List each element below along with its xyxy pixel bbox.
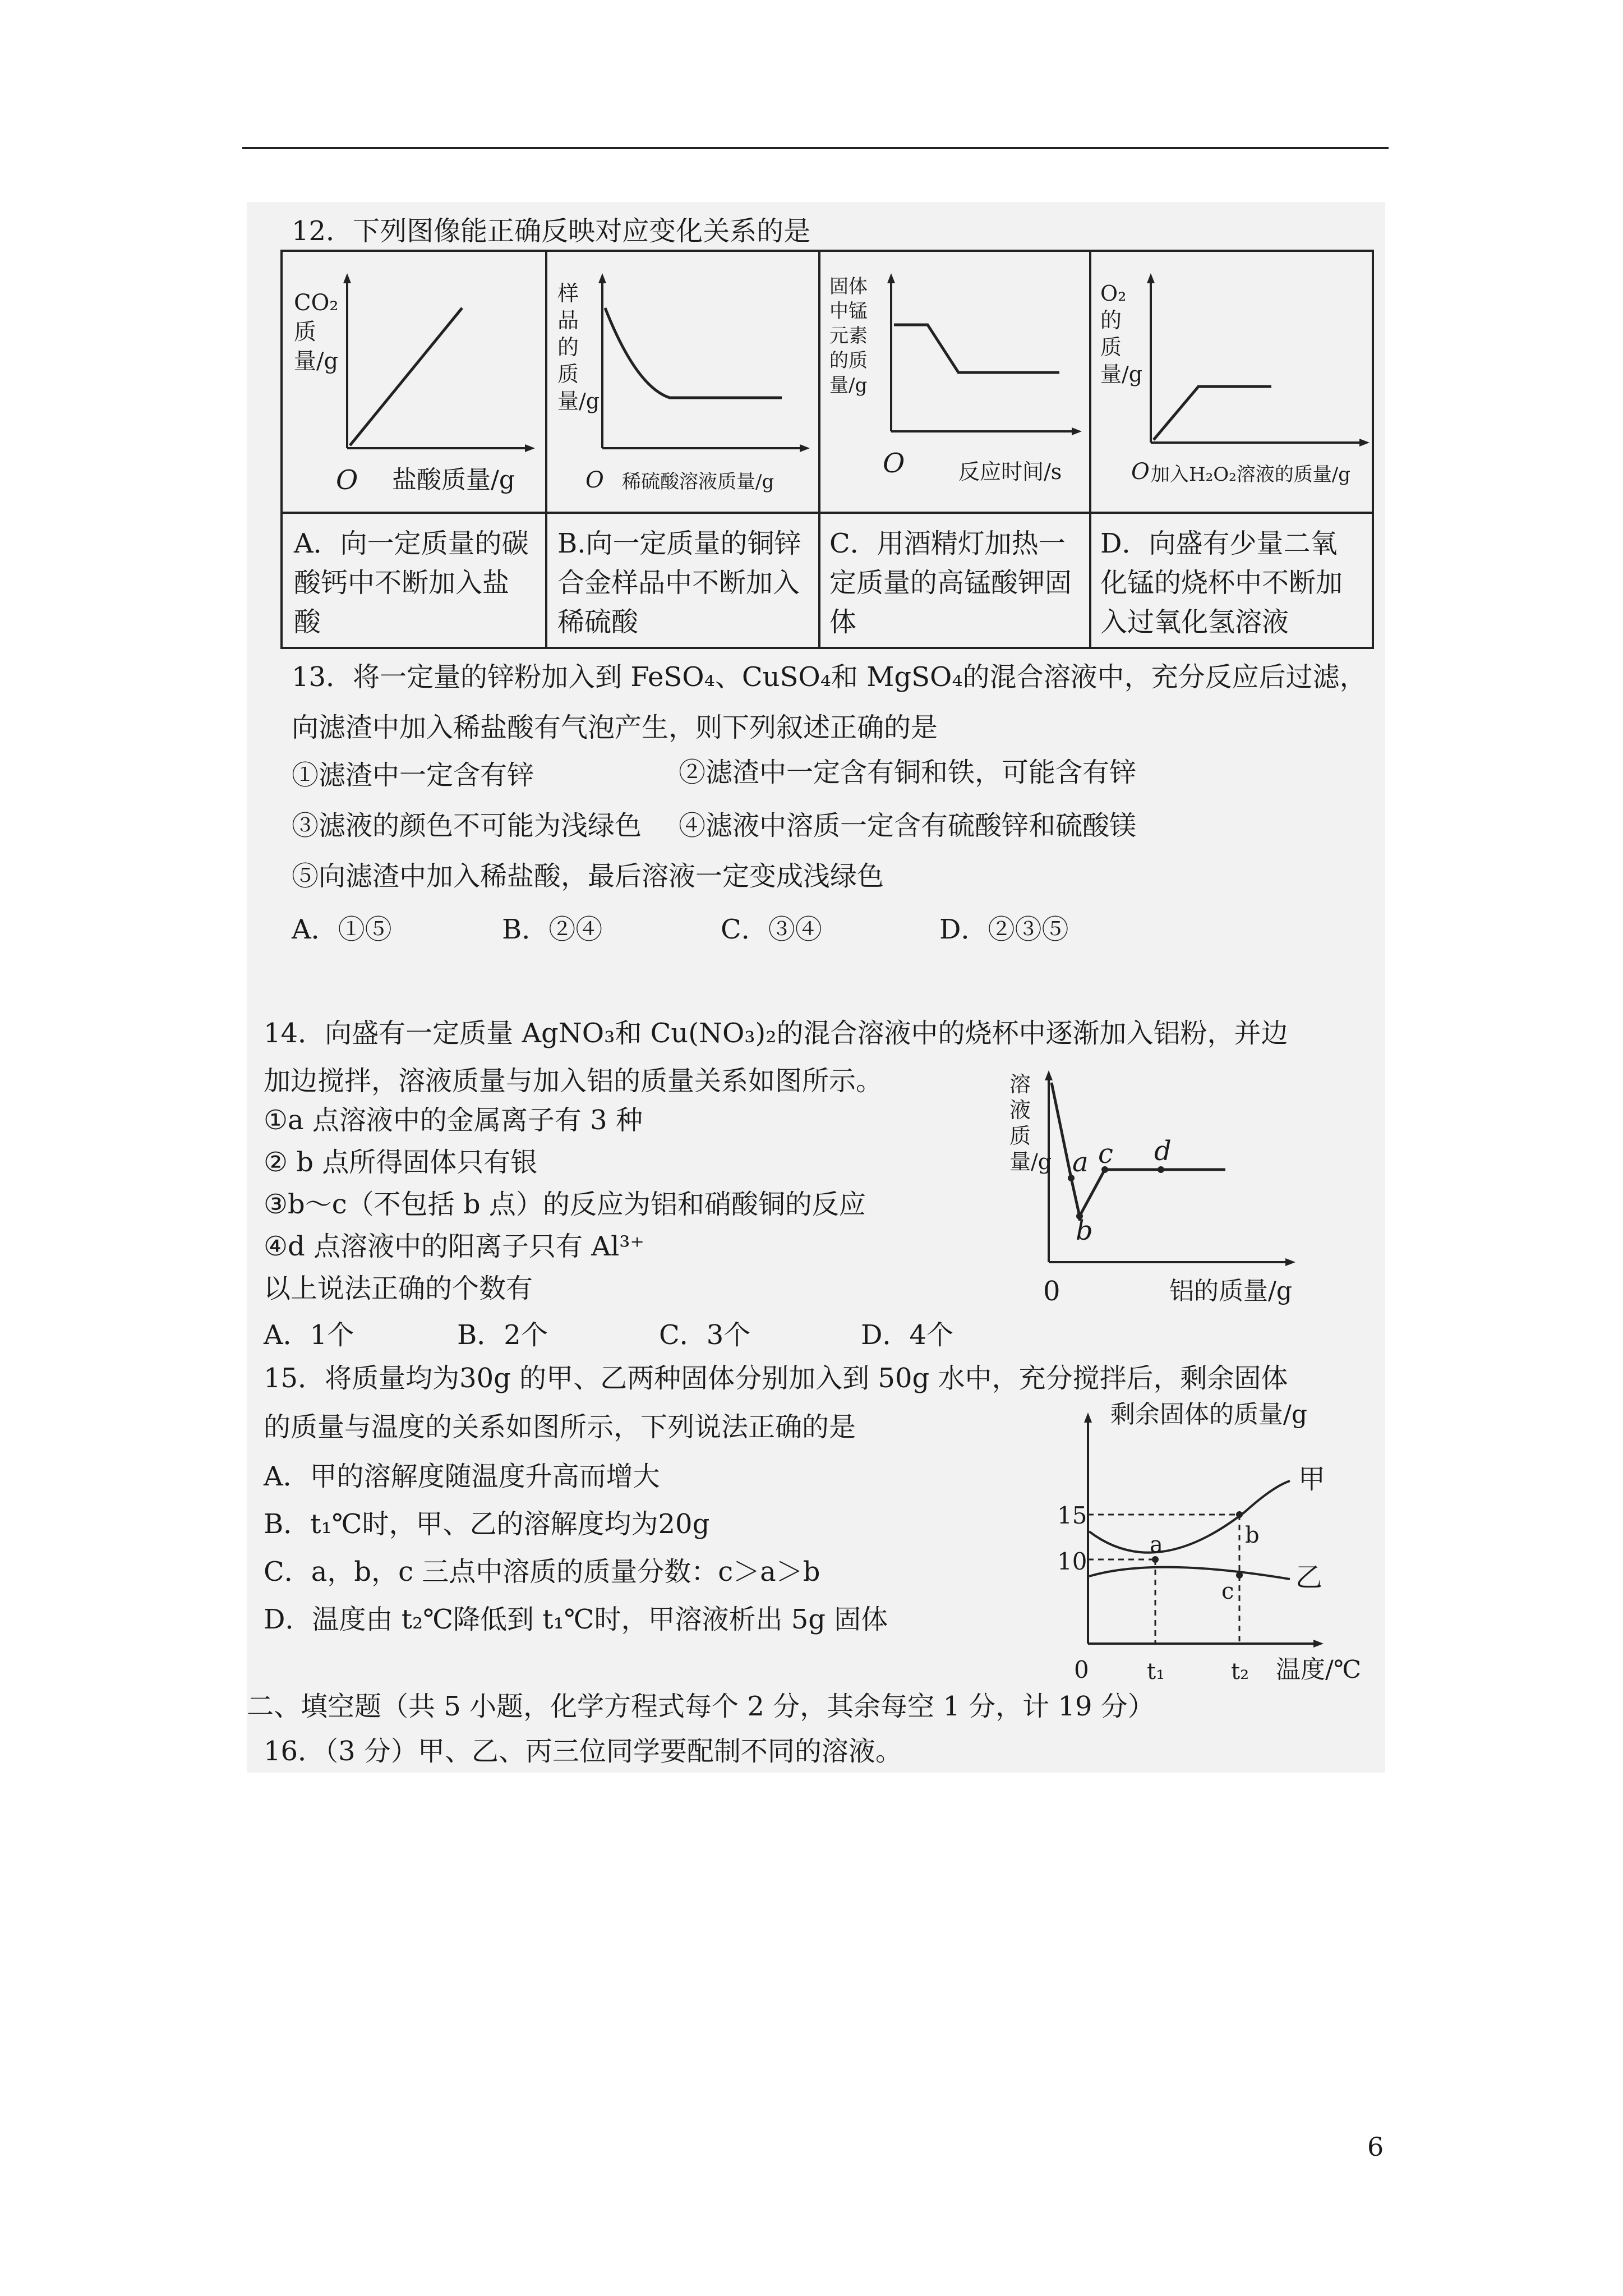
q12-chart-b (557, 263, 810, 499)
q14-chart (1009, 1066, 1312, 1313)
q15-stem-1: 15．将质量均为30g 的甲、乙两种固体分别加入到 50g 水中，充分搅拌后，剩余固体 (264, 1363, 1288, 1394)
q14-choice-a: A．1个 (264, 1319, 354, 1351)
chart-ylabel: CO₂质量/g (294, 290, 339, 374)
q12-table (280, 250, 1374, 649)
table-divider (545, 252, 547, 647)
q13-choice-b: B．②④ (502, 914, 603, 945)
chart-xlabel: 反应时间/s (958, 459, 1062, 484)
point-a-label: a (1072, 1147, 1089, 1178)
chart-origin: 0 (1043, 1276, 1061, 1307)
q15-stem-2: 的质量与温度的关系如图所示，下列说法正确的是 (264, 1411, 856, 1443)
table-divider (1089, 252, 1091, 647)
header-rule (242, 147, 1389, 149)
chart-xlabel: 铝的质量/g (1169, 1277, 1292, 1305)
q15-option-b: B．t₁℃时，甲、乙的溶解度均为20g (264, 1508, 710, 1540)
table-divider (818, 252, 820, 647)
q14-choice-d: D．4个 (861, 1319, 954, 1351)
q14-statement-4: ④d 点溶液中的阳离子只有 Al³⁺ (264, 1231, 644, 1262)
q13-choice-a: A．①⑤ (292, 914, 392, 945)
y-tick-10: 10 (1057, 1548, 1087, 1575)
q13-choice-c: C．③④ (721, 914, 822, 945)
q14-stem-1: 14．向盛有一定质量 AgNO₃和 Cu(NO₃)₂的混合溶液中的烧杯中逐渐加入铝粉，并边 (264, 1018, 1288, 1049)
series-jia-label: 甲 (1298, 1464, 1326, 1495)
q15-option-d: D．温度由 t₂℃降低到 t₁℃时，甲溶液析出 5g 固体 (264, 1604, 888, 1635)
q15-option-a: A．甲的溶解度随温度升高而增大 (264, 1461, 660, 1492)
q13-stem-1: 13．将一定量的锌粉加入到 FeSO₄、CuSO₄和 MgSO₄的混合溶液中，充分反应后过滤， (292, 661, 1367, 693)
point-c-label: c (1221, 1579, 1234, 1604)
q12-chart-c (829, 263, 1082, 499)
q12-option-b: B.向一定质量的铜锌合金样品中不断加入稀硫酸 (557, 528, 801, 638)
q13-statement-5: ⑤向滤渣中加入稀盐酸，最后溶液一定变成浅绿色 (292, 861, 884, 892)
table-divider (283, 512, 1372, 514)
q12-chart-a (294, 263, 535, 499)
q14-stem-2: 加边搅拌，溶液质量与加入铝的质量关系如图所示。 (264, 1065, 883, 1097)
point-a-label: a (1150, 1532, 1163, 1558)
x-tick-t1: t₁ (1147, 1659, 1165, 1685)
q12-stem: 12．下列图像能正确反映对应变化关系的是 (292, 215, 811, 247)
point-b-label: b (1076, 1215, 1093, 1246)
q14-statement-3: ③b～c（不包括 b 点）的反应为铝和硝酸铜的反应 (264, 1189, 866, 1220)
q12-chart-d (1100, 263, 1370, 499)
chart-origin: O (336, 464, 358, 496)
series-yi-label: 乙 (1295, 1562, 1323, 1593)
q14-statement-2: ② b 点所得固体只有银 (264, 1147, 538, 1178)
q13-statement-3: ③滤液的颜色不可能为浅绿色 (292, 810, 642, 841)
point-c-label: c (1098, 1138, 1113, 1170)
q13-statement-1: ①滤渣中一定含有锌 (292, 760, 534, 791)
chart-xlabel: 加入H₂O₂溶液的质量/g (1151, 463, 1351, 486)
chart-xlabel: 盐酸质量/g (392, 466, 515, 494)
q13-choice-d: D．②③⑤ (939, 914, 1069, 945)
q12-option-d: D．向盛有少量二氧化锰的烧杯中不断加入过氧化氢溶液 (1100, 528, 1343, 638)
chart-origin: O (585, 467, 604, 493)
chart-origin: 0 (1074, 1656, 1089, 1683)
page-number: 6 (1367, 2132, 1384, 2162)
q14-statement-1: ①a 点溶液中的金属离子有 3 种 (264, 1105, 643, 1136)
x-tick-t2: t₂ (1231, 1659, 1249, 1685)
q15-chart (1054, 1397, 1380, 1688)
chart-origin: O (1131, 459, 1150, 485)
q14-choice-b: B．2个 (457, 1319, 548, 1351)
q12-option-c: C．用酒精灯加热一定质量的高锰酸钾固体 (829, 528, 1072, 638)
q16-stem: 16．（3 分）甲、乙、丙三位同学要配制不同的溶液。 (264, 1736, 902, 1767)
chart-xlabel: 温度/℃ (1276, 1655, 1362, 1684)
chart-ylabel: 固体中锰元素的质量/g (829, 275, 868, 397)
q12-option-a: A．向一定质量的碳酸钙中不断加入盐酸 (294, 528, 529, 638)
chart-origin: O (883, 448, 905, 479)
q14-choice-c: C．3个 (659, 1319, 751, 1351)
chart-ylabel: O₂的质量/g (1100, 281, 1143, 386)
point-b-label: b (1245, 1522, 1260, 1548)
chart-ylabel: 溶液质量/g (1009, 1072, 1052, 1174)
y-tick-15: 15 (1057, 1502, 1087, 1529)
q15-option-c: C．a，b，c 三点中溶质的质量分数：c＞a＞b (264, 1556, 820, 1588)
section2-heading: 二、填空题（共 5 小题，化学方程式每个 2 分，其余每空 1 分，计 19 分） (247, 1691, 1155, 1722)
q13-statement-4: ④滤液中溶质一定含有硫酸锌和硫酸镁 (679, 810, 1137, 841)
q13-statement-2: ②滤渣中一定含有铜和铁，可能含有锌 (679, 757, 1137, 788)
q14-question: 以上说法正确的个数有 (264, 1273, 533, 1304)
chart-xlabel: 稀硫酸溶液质量/g (622, 471, 774, 493)
chart-ylabel: 样品的质量/g (557, 281, 600, 413)
chart-ylabel: 剩余固体的质量/g (1110, 1400, 1307, 1429)
q13-stem-2: 向滤渣中加入稀盐酸有气泡产生，则下列叙述正确的是 (292, 712, 938, 743)
point-d-label: d (1154, 1135, 1172, 1167)
